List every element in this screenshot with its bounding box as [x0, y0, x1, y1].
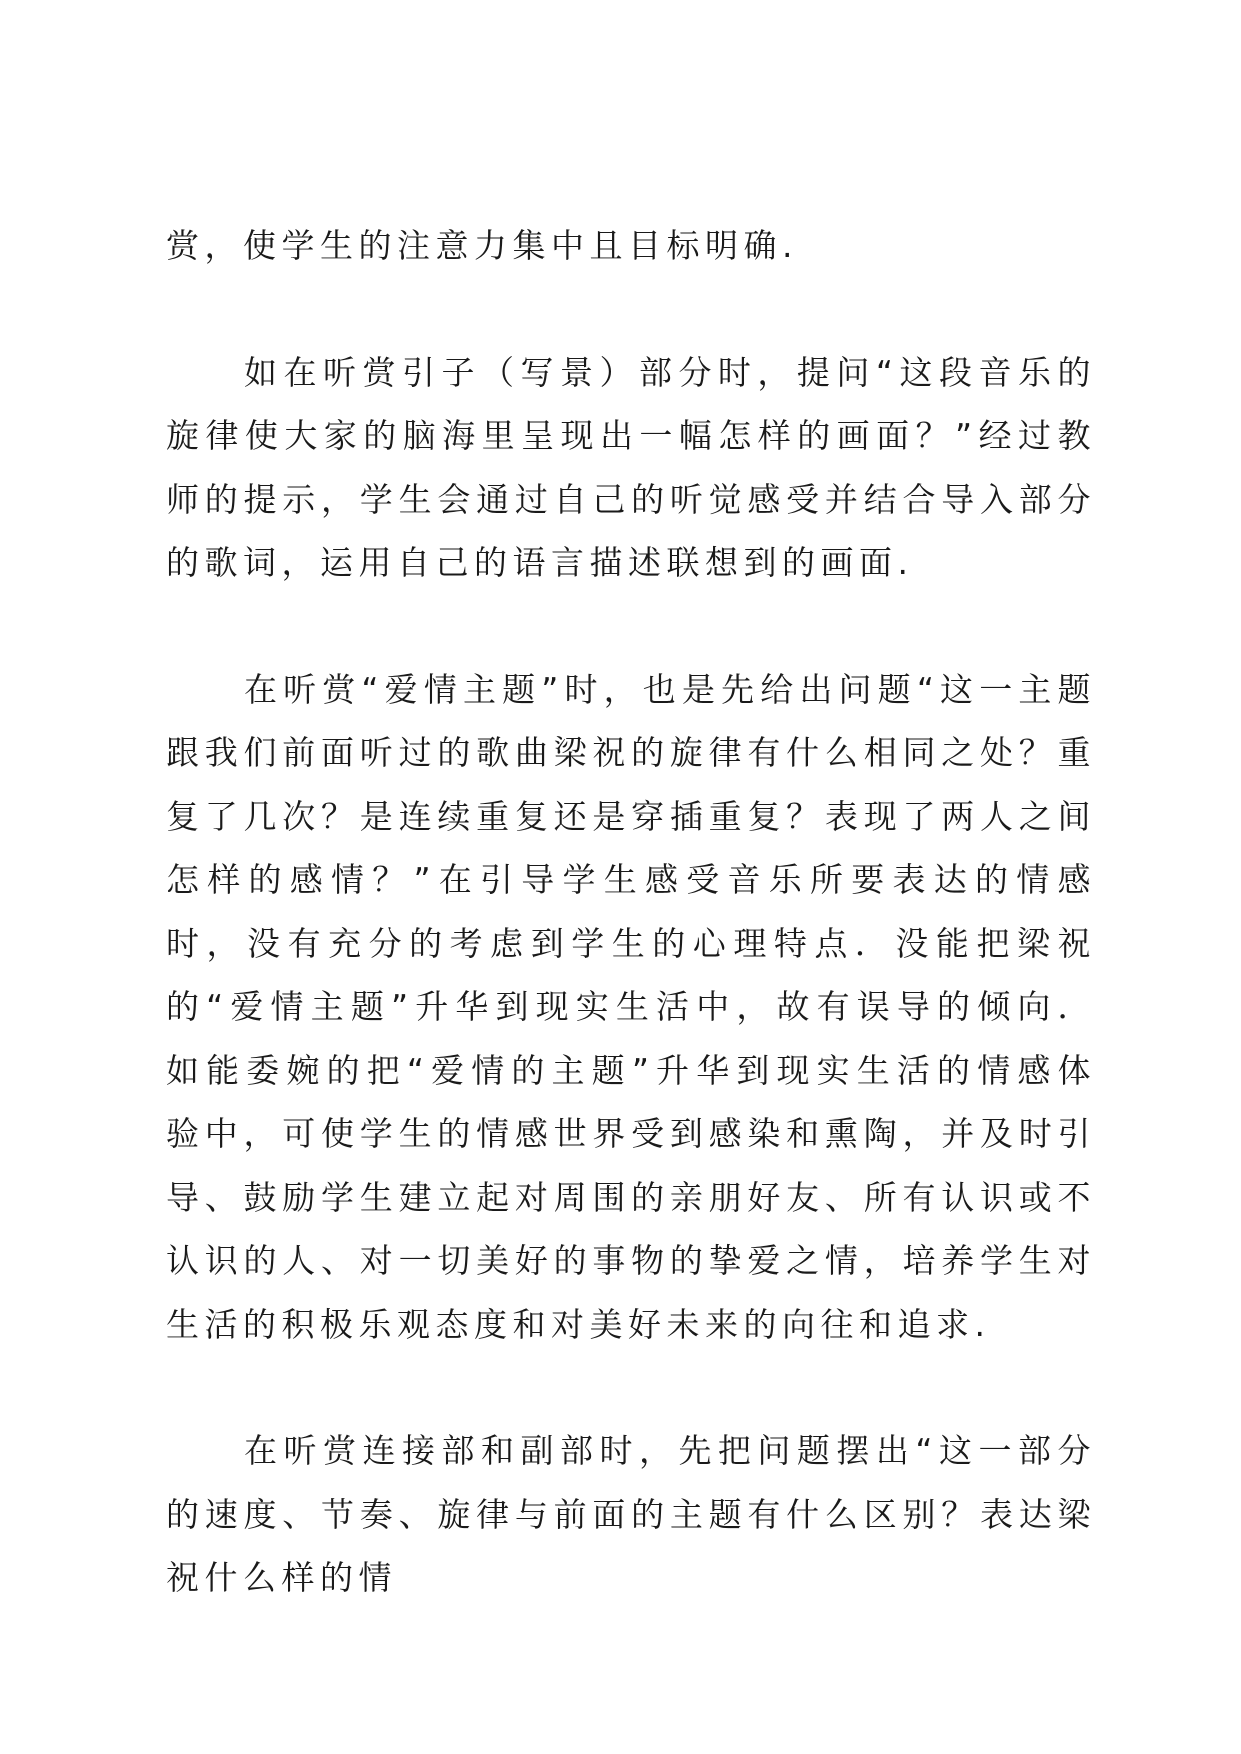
paragraph-intro-listening: 如在听赏引子（写景）部分时，提问“这段音乐的旋律使大家的脑海里呈现出一幅怎样的画面？”经过教师的提示，学生会通过自己的听觉感受并结合导入部分的歌词，运用自己的语言描述联想到的画面.	[166, 352, 1096, 582]
document-body	[166, 214, 1096, 1610]
paragraph-continuation: 赏，使学生的注意力集中且目标明确.	[166, 226, 798, 265]
paragraph-bridge-section: 在听赏连接部和副部时，先把问题摆出“这一部分的速度、节奏、旋律与前面的主题有什么区别？表达梁祝什么样的情	[166, 1431, 1096, 1597]
paragraph-love-theme: 在听赏“爱情主题”时，也是先给出问题“这一主题跟我们前面听过的歌曲梁祝的旋律有什么相同之处？重复了几次？是连续重复还是穿插重复？表现了两人之间怎样的感情？”在引导学生感受音乐所要表达的情感时，没有充分的考虑到学生的心理特点．没能把梁祝的“爱情主题”升华到现实生活中，故有误导的倾向．如能委婉的把“爱情的主题”升华到现实生活的情感体验中，可使学生的情感世界受到感染和熏陶，并及时引导、鼓励学生建立起对周围的亲朋好友、所有认识或不认识的人、对一切美好的事物的挚爱之情，培养学生对生活的积极乐观态度和对美好未来的向往和追求.	[166, 669, 1096, 1344]
